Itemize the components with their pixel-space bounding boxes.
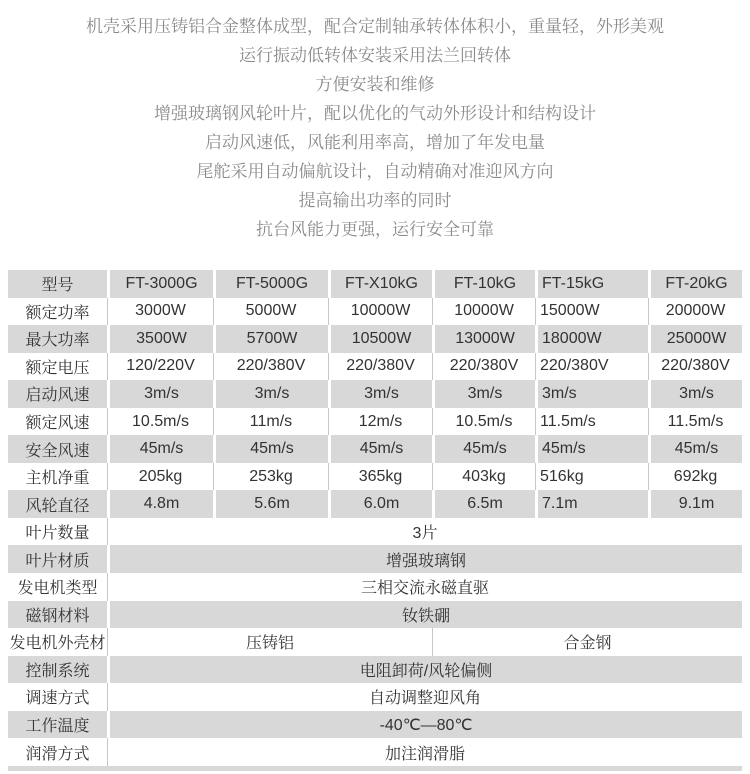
next-row-partial-strip [8, 766, 742, 771]
merged-row-lubrication [8, 738, 742, 766]
spec-cell: 45m/s [535, 435, 648, 463]
spec-row-rated-wind-speed [8, 408, 742, 436]
row-label: 工作温度 [8, 711, 107, 739]
spec-cell: 3m/s [432, 380, 535, 408]
spec-cell: 220/380V [648, 353, 742, 381]
feature-line: 机壳采用压铸铝合金整体成型，配合定制轴承转体体积小，重量轻，外形美观 [86, 17, 664, 36]
model-header: FT-5000G [213, 270, 328, 298]
spec-cell: 10.5m/s [107, 408, 213, 436]
merged-value-cell: 电阻卸荷/风轮偏侧 [107, 656, 742, 684]
spec-row-net-weight [8, 463, 742, 491]
spec-cell: 5700W [213, 325, 328, 353]
spec-cell: 20000W [648, 298, 742, 326]
row-label: 控制系统 [8, 656, 107, 684]
spec-cell: 516kg [535, 463, 648, 491]
feature-line: 启动风速低，风能利用率高，增加了年发电量 [205, 133, 545, 152]
housing-right-cell: 合金钢 [432, 628, 742, 656]
feature-line: 增强玻璃钢风轮叶片，配以优化的气动外形设计和结构设计 [154, 104, 596, 123]
spec-row-rotor-diameter [8, 490, 742, 518]
spec-cell: 45m/s [432, 435, 535, 463]
spec-cell: 6.0m [328, 490, 432, 518]
model-header: FT-20kG [648, 270, 742, 298]
merged-row-control-system [8, 656, 742, 684]
spec-row-max-power [8, 325, 742, 353]
housing-left-cell: 压铸铝 [107, 628, 432, 656]
row-label: 主机净重 [8, 463, 107, 491]
row-label: 型号 [8, 270, 107, 298]
spec-row-rated-voltage [8, 353, 742, 381]
spec-cell: 5.6m [213, 490, 328, 518]
spec-cell: 10.5m/s [432, 408, 535, 436]
merged-value-cell: 自动调整迎风角 [107, 683, 742, 711]
spec-cell: 18000W [535, 325, 648, 353]
spec-cell: 403kg [432, 463, 535, 491]
merged-value-cell: 加注润滑脂 [107, 738, 742, 766]
spec-row-startup-wind-speed [8, 380, 742, 408]
spec-cell: 12m/s [328, 408, 432, 436]
spec-row-rated-power [8, 298, 742, 326]
spec-cell: 45m/s [213, 435, 328, 463]
spec-cell: 45m/s [648, 435, 742, 463]
merged-row-speed-regulation [8, 683, 742, 711]
spec-cell: 365kg [328, 463, 432, 491]
spec-cell: 220/380V [432, 353, 535, 381]
model-header: FT-10kG [432, 270, 535, 298]
spec-row-safe-wind-speed [8, 435, 742, 463]
feature-line: 运行振动低转体安装采用法兰回转体 [239, 46, 511, 65]
spec-cell: 3m/s [648, 380, 742, 408]
spec-cell: 45m/s [328, 435, 432, 463]
feature-line: 方便安装和维修 [315, 75, 435, 94]
row-label: 发电机外壳材 [8, 628, 107, 656]
spec-cell: 3m/s [535, 380, 648, 408]
spec-cell: 10000W [328, 298, 432, 326]
spec-cell: 3500W [107, 325, 213, 353]
merged-value-cell: 钕铁硼 [107, 601, 742, 629]
spec-cell: 5000W [213, 298, 328, 326]
spec-cell: 6.5m [432, 490, 535, 518]
row-label: 叶片数量 [8, 518, 107, 546]
merged-value-cell: 三相交流永磁直驱 [107, 573, 742, 601]
spec-cell: 11.5m/s [648, 408, 742, 436]
model-header: FT-3000G [107, 270, 213, 298]
spec-cell: 3m/s [328, 380, 432, 408]
row-label: 额定功率 [8, 298, 107, 326]
spec-cell: 205kg [107, 463, 213, 491]
spec-cell: 253kg [213, 463, 328, 491]
spec-cell: 3m/s [107, 380, 213, 408]
row-label: 润滑方式 [8, 738, 107, 766]
feature-line: 尾舵采用自动偏航设计，自动精确对准迎风方向 [196, 162, 554, 181]
housing-material-row [8, 628, 742, 656]
spec-cell: 13000W [432, 325, 535, 353]
spec-cell: 3000W [107, 298, 213, 326]
spec-cell: 220/380V [213, 353, 328, 381]
merged-row-working-temperature [8, 711, 742, 739]
row-label: 磁钢材料 [8, 601, 107, 629]
merged-value-cell: 增强玻璃钢 [107, 545, 742, 573]
row-label: 发电机类型 [8, 573, 107, 601]
row-label: 安全风速 [8, 435, 107, 463]
row-label: 启动风速 [8, 380, 107, 408]
model-header: FT-15kG [535, 270, 648, 298]
spec-cell: 10000W [432, 298, 535, 326]
feature-line: 抗台风能力更强，运行安全可靠 [256, 220, 494, 239]
header-row [8, 270, 742, 298]
row-label: 额定电压 [8, 353, 107, 381]
specification-table [8, 270, 742, 766]
spec-cell: 9.1m [648, 490, 742, 518]
spec-cell: 45m/s [107, 435, 213, 463]
product-feature-description [0, 0, 750, 244]
feature-line: 提高输出功率的同时 [298, 191, 452, 210]
merged-value-cell: -40℃—80℃ [107, 711, 742, 739]
spec-cell: 15000W [535, 298, 648, 326]
merged-row-blade-material [8, 545, 742, 573]
row-label: 风轮直径 [8, 490, 107, 518]
spec-cell: 11.5m/s [535, 408, 648, 436]
row-label: 额定风速 [8, 408, 107, 436]
spec-cell: 692kg [648, 463, 742, 491]
spec-cell: 120/220V [107, 353, 213, 381]
spec-cell: 220/380V [535, 353, 648, 381]
spec-cell: 25000W [648, 325, 742, 353]
row-label: 叶片材质 [8, 545, 107, 573]
spec-cell: 4.8m [107, 490, 213, 518]
spec-cell: 11m/s [213, 408, 328, 436]
merged-row-blade-count [8, 518, 742, 546]
model-header: FT-X10kG [328, 270, 432, 298]
row-label: 调速方式 [8, 683, 107, 711]
row-label: 最大功率 [8, 325, 107, 353]
spec-cell: 7.1m [535, 490, 648, 518]
spec-cell: 10500W [328, 325, 432, 353]
spec-cell: 3m/s [213, 380, 328, 408]
merged-row-generator-type [8, 573, 742, 601]
spec-cell: 220/380V [328, 353, 432, 381]
merged-value-cell: 3片 [107, 518, 742, 546]
merged-row-magnet-material [8, 601, 742, 629]
